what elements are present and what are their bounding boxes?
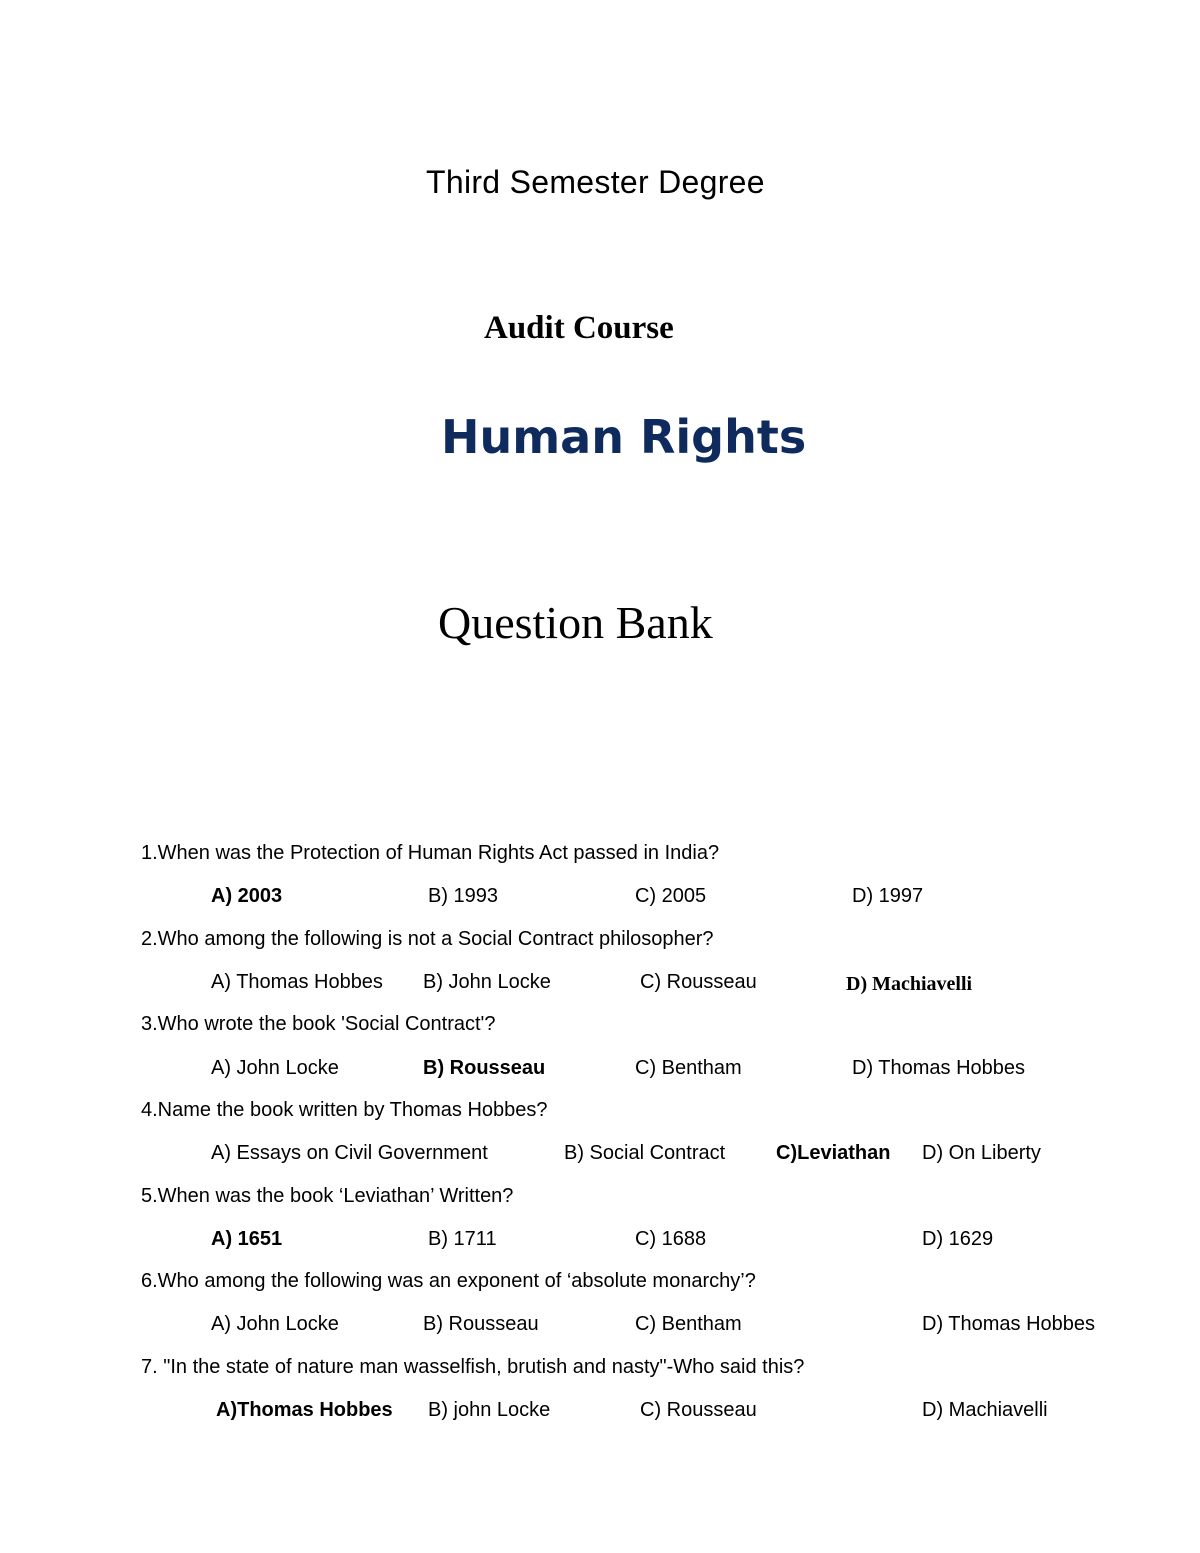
q7-option-c: C) Rousseau	[640, 1399, 757, 1421]
semester-heading: Third Semester Degree	[426, 164, 765, 200]
q6-option-a: A) John Locke	[211, 1313, 339, 1335]
question-1: 1.When was the Protection of Human Rights Act passed in India?	[141, 842, 720, 864]
question-6: 6.Who among the following was an exponent of ‘absolute monarchy’?	[141, 1270, 756, 1292]
q7-option-d: D) Machiavelli	[922, 1399, 1048, 1421]
subject-title: Human Rights	[441, 410, 807, 464]
q6-option-b: B) Rousseau	[423, 1313, 539, 1335]
q5-option-d: D) 1629	[922, 1228, 994, 1250]
document-title: Question Bank	[438, 597, 713, 648]
q2-option-d-answer: D) Machiavelli	[846, 973, 973, 995]
q2-option-b: B) John Locke	[423, 971, 551, 993]
question-5: 5.When was the book ‘Leviathan’ Written?	[141, 1185, 514, 1207]
question-3: 3.Who wrote the book 'Social Contract'?	[141, 1013, 496, 1035]
question-2: 2.Who among the following is not a Social Contract philosopher?	[141, 928, 714, 950]
q6-option-d: D) Thomas Hobbes	[922, 1313, 1096, 1335]
question-7: 7. "In the state of nature man wasselfish, brutish and nasty"-Who said this?	[141, 1356, 805, 1378]
course-type-heading: Audit Course	[484, 310, 674, 346]
q4-option-d: D) On Liberty	[922, 1142, 1041, 1164]
q4-option-a: A) Essays on Civil Government	[211, 1142, 488, 1164]
q4-option-b: B) Social Contract	[564, 1142, 726, 1164]
q2-option-c: C) Rousseau	[640, 971, 757, 993]
q1-option-d: D) 1997	[852, 885, 924, 907]
q3-option-a: A) John Locke	[211, 1057, 339, 1079]
q1-option-b: B) 1993	[428, 885, 499, 907]
q5-option-a-answer: A) 1651	[211, 1228, 283, 1250]
q1-option-a-answer: A) 2003	[211, 885, 283, 907]
q7-option-a-answer: A)Thomas Hobbes	[216, 1399, 393, 1421]
q1-option-c: C) 2005	[635, 885, 707, 907]
q3-option-b-answer: B) Rousseau	[423, 1057, 546, 1079]
q3-option-c: C) Bentham	[635, 1057, 742, 1079]
q4-option-c-answer: C)Leviathan	[776, 1142, 891, 1164]
q3-option-d: D) Thomas Hobbes	[852, 1057, 1026, 1079]
q6-option-c: C) Bentham	[635, 1313, 742, 1335]
q5-option-c: C) 1688	[635, 1228, 707, 1250]
q7-option-b: B) john Locke	[428, 1399, 551, 1421]
q2-option-a: A) Thomas Hobbes	[211, 971, 383, 993]
q5-option-b: B) 1711	[428, 1228, 497, 1250]
question-4: 4.Name the book written by Thomas Hobbes?	[141, 1099, 548, 1121]
